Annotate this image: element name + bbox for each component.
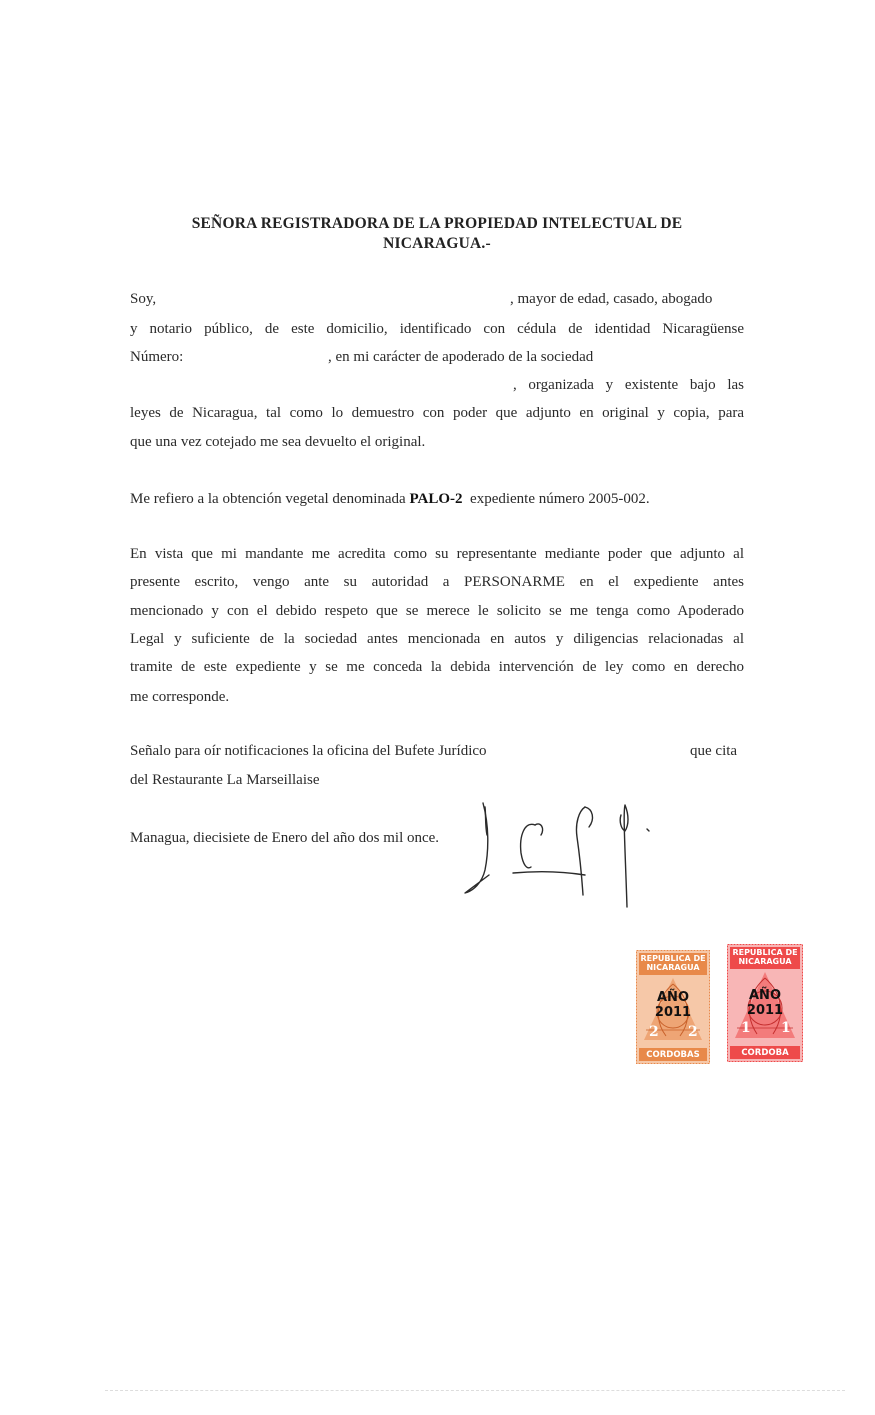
- stamp-2-denomination-right: 1: [781, 1020, 791, 1036]
- p3-line-3: mencionado y con el debido respeto que se merece le solicito se me tenga como Apoderado: [130, 603, 744, 619]
- p1-line-6: que una vez cotejado me sea devuelto el original.: [130, 434, 426, 450]
- stamp-2-year-value: 2011: [746, 1003, 784, 1018]
- revenue-stamp-2-cordobas: [636, 950, 710, 1064]
- p1-line-5: leyes de Nicaragua, tal como lo demuestro con poder que adjunto en original y copia, para: [130, 405, 744, 421]
- title-line-2: NICARAGUA.-: [383, 235, 491, 252]
- p2-text-before: Me refiero a la obtención vegetal denominada: [130, 491, 410, 507]
- stamp-2-country-line-2: NICARAGUA: [738, 957, 792, 966]
- stamp-2-year-label: AÑO: [749, 988, 781, 1003]
- p1-line-2: y notario público, de este domicilio, identificado con cédula de identidad Nicaragüense: [130, 321, 744, 337]
- stamp-1-currency: CORDOBAS: [646, 1050, 700, 1060]
- p1-line-3-start: Número:: [130, 349, 184, 365]
- stamp-1-year-value: 2011: [654, 1005, 692, 1020]
- p3-line-5: tramite de este expediente y se me conceda la debida intervención de ley como en derecho: [130, 659, 744, 675]
- stamp-1-denomination-right: 2: [688, 1024, 698, 1040]
- p4-line-1-start: Señalo para oír notificaciones la oficina del Bufete Jurídico: [130, 743, 487, 759]
- p3-line-2: presente escrito, vengo ante su autoridad a PERSONARME en el expediente antes: [130, 574, 744, 590]
- title-line-1: SEÑORA REGISTRADORA DE LA PROPIEDAD INTELECTUAL DE: [191, 215, 683, 232]
- p1-line-4: , organizada y existente bajo las: [513, 377, 744, 393]
- document-title: [130, 214, 744, 254]
- stamp-2-denomination-left: 1: [741, 1020, 751, 1036]
- revenue-stamp-1-cordoba: [727, 944, 803, 1062]
- p2-variety-name: PALO-2: [409, 491, 463, 507]
- stamp-1-denomination-left: 2: [649, 1024, 659, 1040]
- stamp-2-country-line-1: REPUBLICA DE: [732, 948, 798, 957]
- p1-line-1-end: , mayor de edad, casado, abogado: [510, 291, 713, 307]
- scan-bottom-edge: [105, 1390, 845, 1391]
- handwritten-signature: [455, 795, 655, 915]
- stamp-1-country-line-1: REPUBLICA DE: [640, 954, 706, 963]
- closing-date-line: Managua, diecisiete de Enero del año dos mil once.: [130, 830, 440, 846]
- stamp-1-year-label: AÑO: [657, 990, 689, 1005]
- p3-line-6: me corresponde.: [130, 689, 230, 705]
- p4-line-2: del Restaurante La Marseillaise: [130, 772, 320, 788]
- stamp-2-currency: CORDOBA: [741, 1048, 789, 1058]
- p3-line-1: En vista que mi mandante me acredita como su representante mediante poder que adjunto al: [130, 546, 744, 562]
- stamp-1-country-line-2: NICARAGUA: [646, 963, 700, 972]
- p2-text-after: expediente número 2005-002.: [462, 491, 650, 507]
- p1-line-3-end: , en mi carácter de apoderado de la sociedad: [328, 349, 594, 365]
- paragraph-reference: [130, 490, 744, 508]
- p1-line-1-start: Soy,: [130, 291, 157, 307]
- p4-line-1-end: que cita: [690, 743, 738, 759]
- p3-line-4: Legal y suficiente de la sociedad antes mencionada en autos y diligencias relacionadas al: [130, 631, 744, 647]
